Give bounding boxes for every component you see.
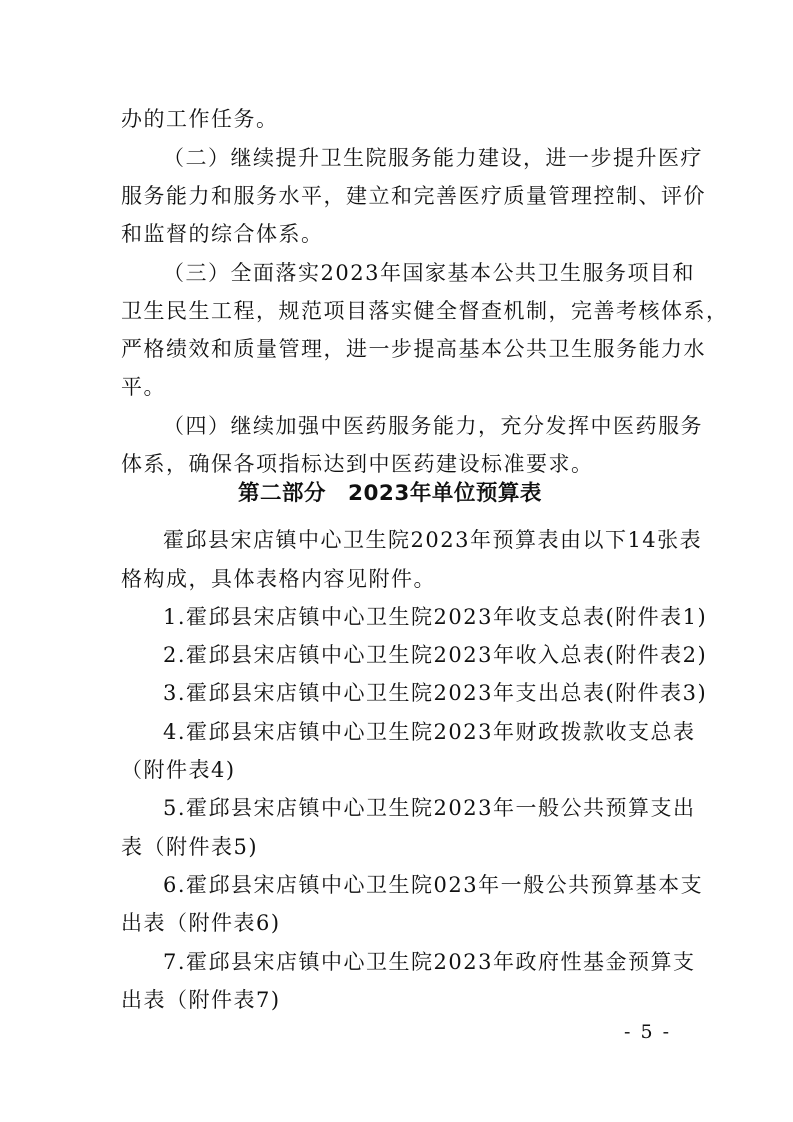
paragraph-line: 霍邱县宋店镇中心卫生院2023年预算表由以下14张表 — [163, 528, 703, 552]
list-item: 1.霍邱县宋店镇中心卫生院2023年收支总表(附件表1) — [163, 605, 708, 629]
paragraph-line: 服务能力和服务水平，建立和完善医疗质量管理控制、评价 — [121, 184, 706, 208]
list-item-continuation: 出表（附件表6) — [121, 911, 281, 935]
paragraph-line: （二）继续提升卫生院服务能力建设，进一步提升医疗 — [163, 146, 703, 170]
list-item: 5.霍邱县宋店镇中心卫生院2023年一般公共预算支出 — [163, 796, 696, 820]
list-item: 4.霍邱县宋店镇中心卫生院2023年财政拨款收支总表 — [163, 720, 696, 744]
paragraph-line: 格构成，具体表格内容见附件。 — [121, 567, 436, 591]
list-item: 6.霍邱县宋店镇中心卫生院023年一般公共预算基本支 — [163, 873, 704, 897]
list-item: 2.霍邱县宋店镇中心卫生院2023年收入总表(附件表2) — [163, 643, 708, 667]
paragraph-line: 体系，确保各项指标达到中医药建设标准要求。 — [121, 452, 594, 476]
page-number: - 5 - — [624, 1021, 672, 1043]
paragraph-line: 和监督的综合体系。 — [121, 222, 324, 246]
paragraph-line: （四）继续加强中医药服务能力，充分发挥中医药服务 — [163, 414, 703, 438]
list-item-continuation: （附件表4) — [121, 758, 236, 782]
paragraph-line: （三）全面落实2023年国家基本公共卫生服务项目和 — [163, 261, 695, 285]
list-item: 3.霍邱县宋店镇中心卫生院2023年支出总表(附件表3) — [163, 681, 708, 705]
list-item-continuation: 表（附件表5) — [121, 835, 259, 859]
paragraph-line: 办的工作任务。 — [121, 107, 279, 131]
paragraph-line: 平。 — [121, 375, 166, 399]
list-item-continuation: 出表（附件表7) — [121, 988, 281, 1012]
paragraph-line: 卫生民生工程，规范项目落实健全督查机制，完善考核体系， — [121, 299, 729, 323]
paragraph-line: 严格绩效和质量管理，进一步提高基本公共卫生服务能力水 — [121, 337, 706, 361]
list-item: 7.霍邱县宋店镇中心卫生院2023年政府性基金预算支 — [163, 950, 696, 974]
section-heading: 第二部分 2023年单位预算表 — [238, 481, 542, 506]
